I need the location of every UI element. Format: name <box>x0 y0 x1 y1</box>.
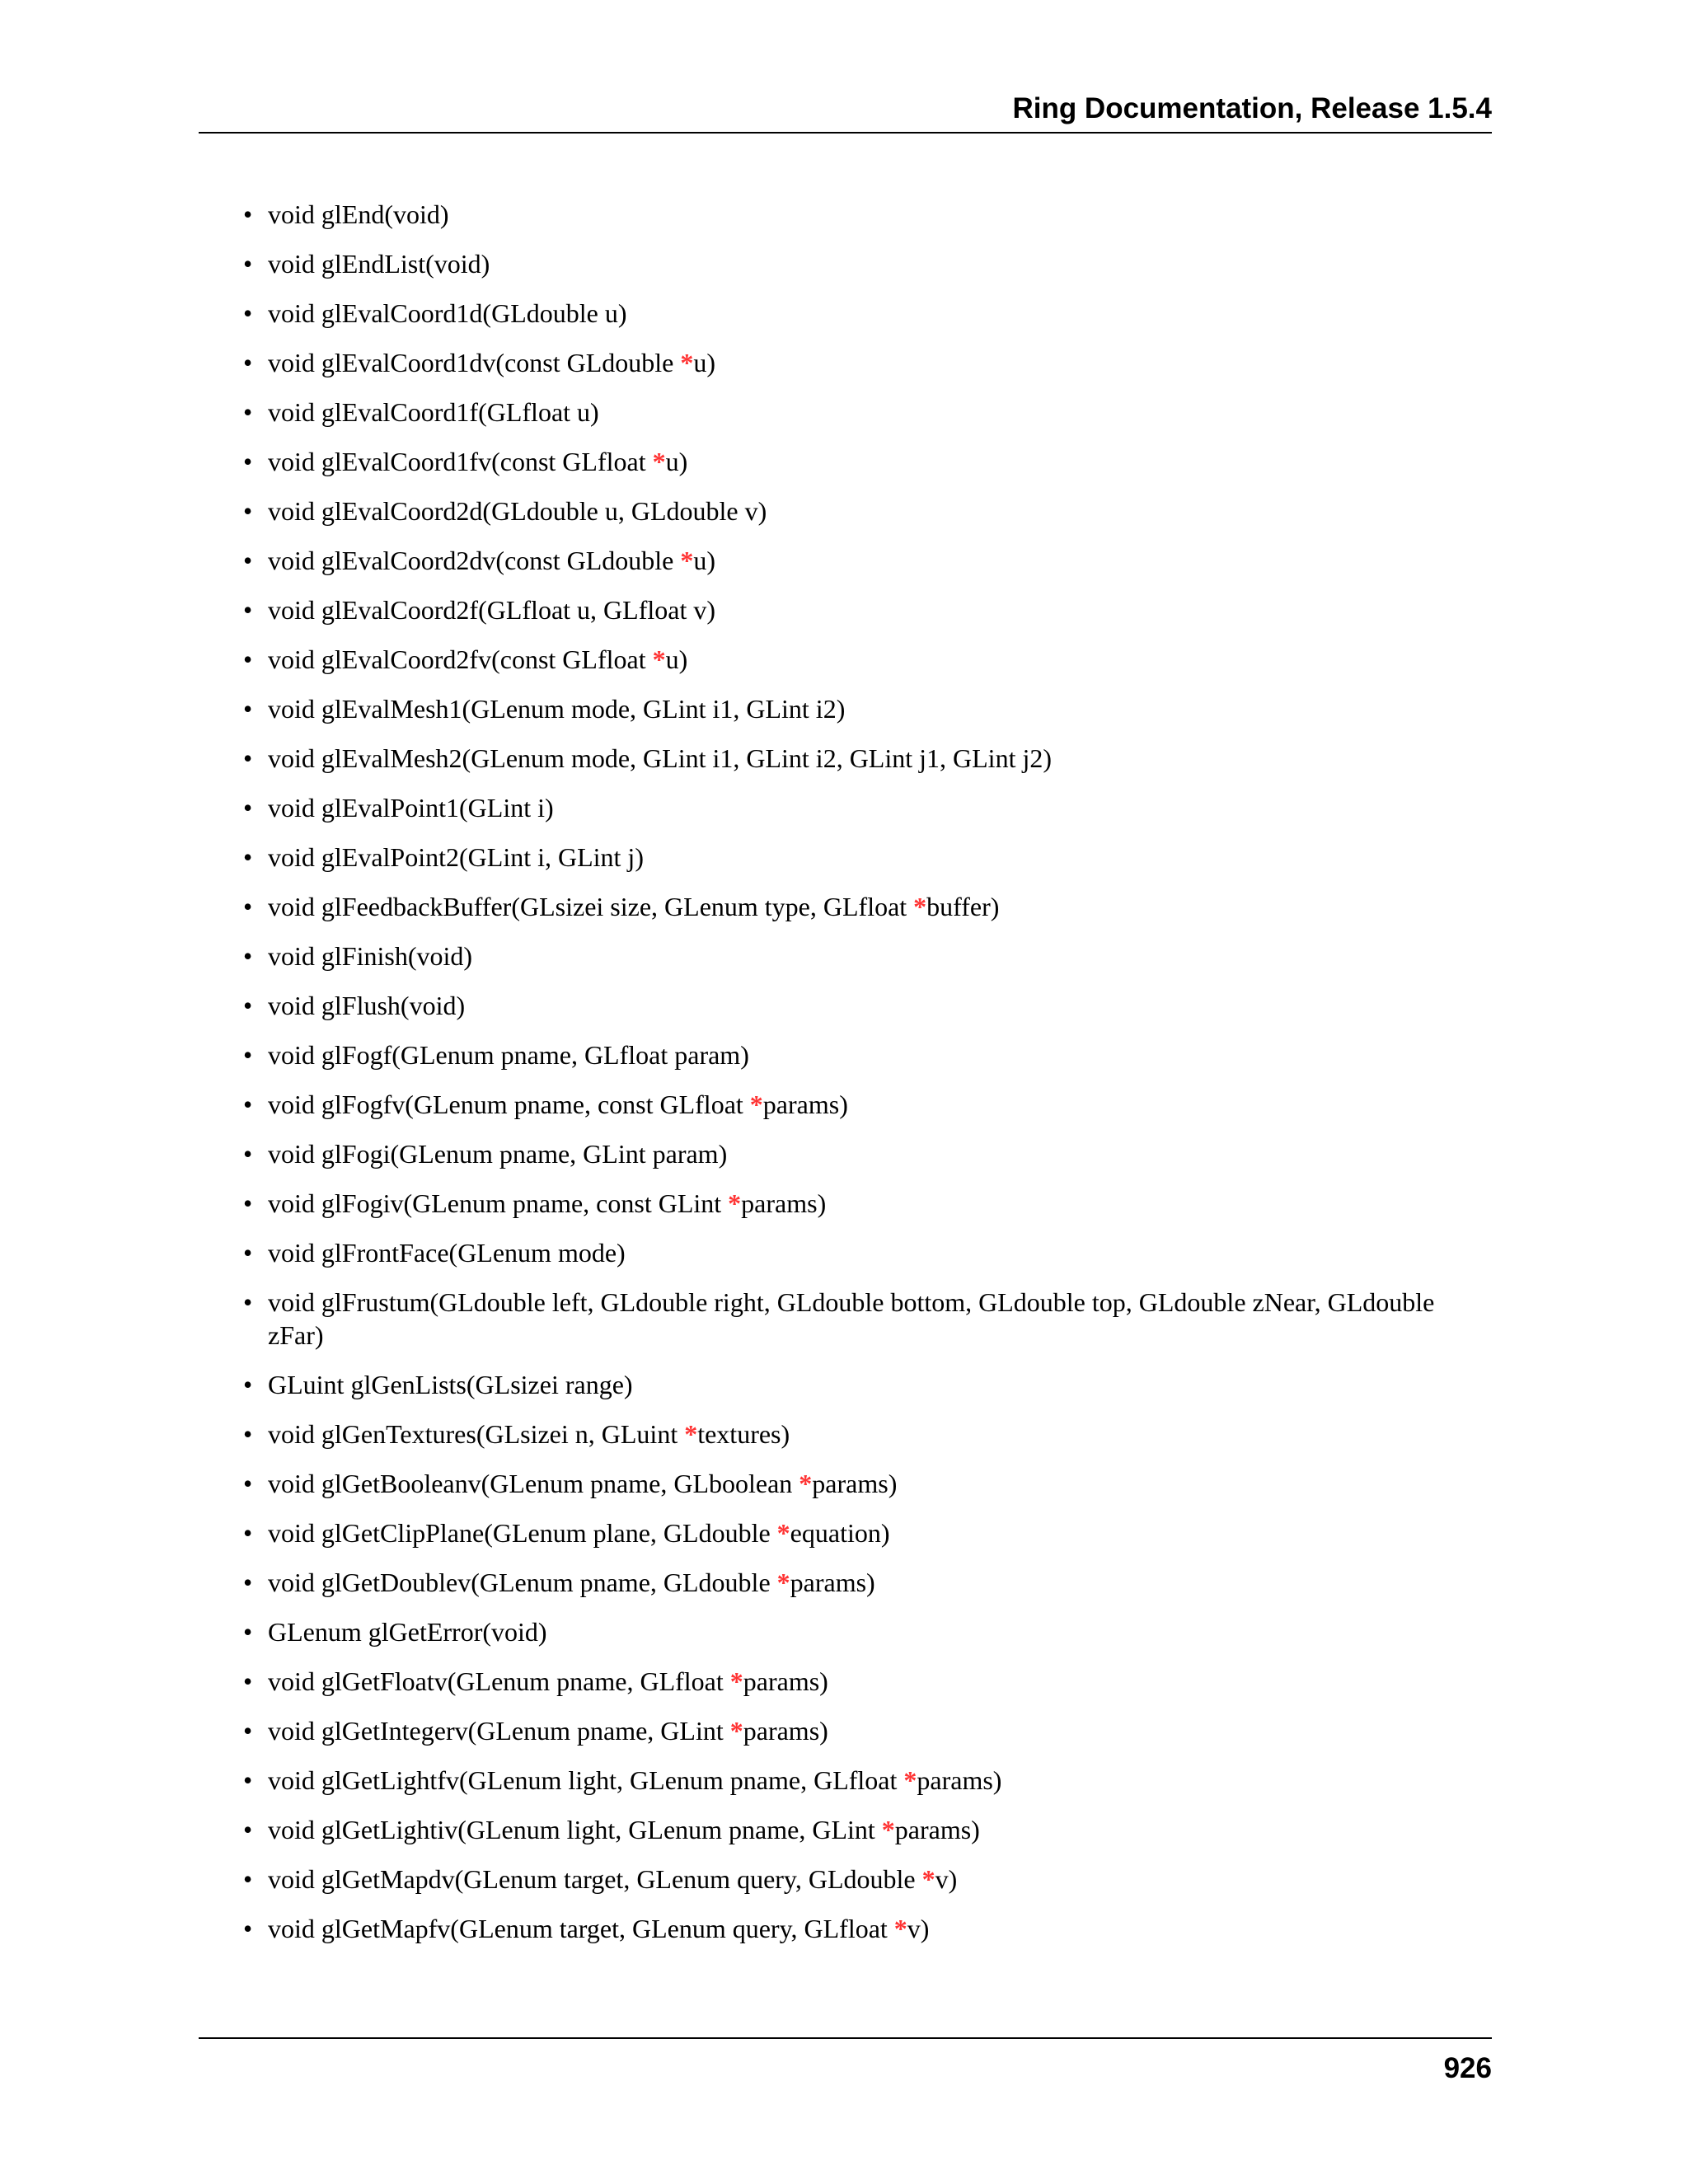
signature-text: u) <box>665 447 688 476</box>
function-signature-item <box>243 346 1492 379</box>
pointer-asterisk: * <box>921 1864 935 1894</box>
bullet-icon: • <box>243 1419 253 1449</box>
bullet-icon: • <box>243 546 253 575</box>
bullet-icon: • <box>243 447 253 476</box>
signature-text: void glEvalCoord2dv(const GLdouble <box>268 546 681 575</box>
bullet-icon: • <box>243 496 253 526</box>
bullet-icon: • <box>243 348 253 377</box>
bullet-icon: • <box>243 842 253 872</box>
signature-text: void glFogf(GLenum pname, GLfloat param) <box>268 1040 749 1070</box>
signature-text: void glEvalCoord1d(GLdouble u) <box>268 298 627 328</box>
function-signature-item <box>243 1764 1492 1797</box>
signature-text: void glFeedbackBuffer(GLsizei size, GLenum type, GLfloat <box>268 892 914 921</box>
function-signature-item <box>243 445 1492 478</box>
signature-text: params) <box>894 1815 980 1844</box>
bullet-icon: • <box>243 595 253 625</box>
function-signature-item <box>243 1137 1492 1170</box>
signature-text: void glEvalMesh2(GLenum mode, GLint i1, GLint i2, GLint j1, GLint j2) <box>268 743 1052 773</box>
bullet-icon: • <box>243 743 253 773</box>
function-signature-item <box>243 1863 1492 1896</box>
signature-text: void glFrontFace(GLenum mode) <box>268 1238 626 1268</box>
function-signature-item <box>243 1714 1492 1747</box>
signature-text: void glFrustum(GLdouble left, GLdouble right, GLdouble bottom, GLdouble top, GLdouble zNear, GLdouble zFar) <box>268 1287 1442 1350</box>
page-footer <box>199 2037 1492 2098</box>
bullet-icon: • <box>243 397 253 427</box>
function-signature-item <box>243 1665 1492 1698</box>
signature-text: void glGetLightiv(GLenum light, GLenum pname, GLint <box>268 1815 882 1844</box>
pointer-asterisk: * <box>680 546 694 575</box>
function-signature-item <box>243 544 1492 577</box>
bullet-icon: • <box>243 1815 253 1844</box>
signature-text: params) <box>762 1090 848 1119</box>
function-signature-item <box>243 1187 1492 1220</box>
bullet-icon: • <box>243 793 253 823</box>
page-number: 926 <box>1443 2052 1492 2084</box>
signature-text: void glGetBooleanv(GLenum pname, GLboolean <box>268 1469 799 1498</box>
signature-text: void glEvalMesh1(GLenum mode, GLint i1, GLint i2) <box>268 694 846 724</box>
pointer-asterisk: * <box>903 1765 917 1795</box>
signature-text: GLenum glGetError(void) <box>268 1617 547 1647</box>
bullet-icon: • <box>243 1568 253 1597</box>
function-signature-item <box>243 1286 1492 1352</box>
bullet-icon: • <box>243 199 253 229</box>
signature-text: void glEndList(void) <box>268 249 490 279</box>
signature-text: params) <box>743 1716 828 1746</box>
bullet-icon: • <box>243 298 253 328</box>
bullet-icon: • <box>243 1864 253 1894</box>
bullet-icon: • <box>243 644 253 674</box>
signature-text: void glFlush(void) <box>268 991 466 1020</box>
function-signature-item <box>243 1912 1492 1945</box>
signature-text: params) <box>812 1469 898 1498</box>
pointer-asterisk: * <box>680 348 694 377</box>
bullet-icon: • <box>243 941 253 971</box>
signature-text: void glGenTextures(GLsizei n, GLuint <box>268 1419 685 1449</box>
signature-text: params) <box>741 1188 827 1218</box>
bullet-icon: • <box>243 1188 253 1218</box>
function-signature-item <box>243 1236 1492 1269</box>
function-signature-item <box>243 1467 1492 1500</box>
signature-text: void glEvalPoint2(GLint i, GLint j) <box>268 842 644 872</box>
bullet-icon: • <box>243 1765 253 1795</box>
signature-text: void glGetIntegerv(GLenum pname, GLint <box>268 1716 730 1746</box>
signature-text: equation) <box>790 1518 890 1548</box>
signature-text: void glEvalCoord1f(GLfloat u) <box>268 397 599 427</box>
pointer-asterisk: * <box>776 1518 790 1548</box>
signature-text: void glGetClipPlane(GLenum plane, GLdouble <box>268 1518 777 1548</box>
bullet-icon: • <box>243 1370 253 1399</box>
pointer-asterisk: * <box>729 1666 743 1696</box>
signature-text: buffer) <box>926 892 1000 921</box>
function-signature-item <box>243 297 1492 330</box>
bullet-icon: • <box>243 1287 253 1317</box>
pointer-asterisk: * <box>728 1188 742 1218</box>
signature-text: v) <box>935 1864 958 1894</box>
bullet-icon: • <box>243 1666 253 1696</box>
signature-text: void glGetMapfv(GLenum target, GLenum query, GLfloat <box>268 1914 894 1943</box>
signature-text: textures) <box>697 1419 790 1449</box>
function-signature-item <box>243 890 1492 923</box>
function-signature-item <box>243 198 1492 231</box>
signature-text: void glGetLightfv(GLenum light, GLenum pname, GLfloat <box>268 1765 904 1795</box>
function-signature-item <box>243 593 1492 626</box>
function-signature-item <box>243 1088 1492 1121</box>
signature-text: params) <box>743 1666 828 1696</box>
signature-text: void glFinish(void) <box>268 941 473 971</box>
signature-text: void glGetMapdv(GLenum target, GLenum query, GLdouble <box>268 1864 922 1894</box>
function-signature-item <box>243 1566 1492 1599</box>
signature-text: v) <box>907 1914 930 1943</box>
function-signature-item <box>243 989 1492 1022</box>
pointer-asterisk: * <box>893 1914 907 1943</box>
signature-text: void glEvalCoord1dv(const GLdouble <box>268 348 681 377</box>
bullet-icon: • <box>243 1040 253 1070</box>
bullet-icon: • <box>243 1139 253 1169</box>
function-signature-item <box>243 1615 1492 1648</box>
bullet-icon: • <box>243 1617 253 1647</box>
bullet-icon: • <box>243 892 253 921</box>
pointer-asterisk: * <box>776 1568 790 1597</box>
function-signature-item <box>243 1516 1492 1549</box>
pointer-asterisk: * <box>652 447 666 476</box>
pointer-asterisk: * <box>652 644 666 674</box>
pointer-asterisk: * <box>749 1090 763 1119</box>
signature-text: void glFogfv(GLenum pname, const GLfloat <box>268 1090 750 1119</box>
page-header <box>199 91 1492 134</box>
bullet-icon: • <box>243 249 253 279</box>
bullet-icon: • <box>243 1518 253 1548</box>
bullet-icon: • <box>243 1914 253 1943</box>
signature-text: void glEvalCoord2d(GLdouble u, GLdouble v) <box>268 496 767 526</box>
function-signature-item <box>243 1418 1492 1451</box>
function-signature-item <box>243 247 1492 280</box>
signature-text: void glEvalPoint1(GLint i) <box>268 793 554 823</box>
bullet-icon: • <box>243 991 253 1020</box>
signature-text: u) <box>693 546 716 575</box>
signature-text: params) <box>790 1568 875 1597</box>
pointer-asterisk: * <box>729 1716 743 1746</box>
function-signature-item <box>243 1038 1492 1071</box>
signature-text: void glEvalCoord2f(GLfloat u, GLfloat v) <box>268 595 715 625</box>
signature-text: GLuint glGenLists(GLsizei range) <box>268 1370 633 1399</box>
function-signature-item <box>243 1368 1492 1401</box>
bullet-icon: • <box>243 1090 253 1119</box>
signature-text: void glFogi(GLenum pname, GLint param) <box>268 1139 728 1169</box>
pointer-asterisk: * <box>881 1815 895 1844</box>
function-signature-item <box>243 841 1492 874</box>
function-signature-item <box>243 940 1492 972</box>
document-title: Ring Documentation, Release 1.5.4 <box>1012 92 1492 124</box>
signature-text: u) <box>665 644 688 674</box>
signature-text: u) <box>693 348 716 377</box>
function-list <box>243 198 1492 1961</box>
bullet-icon: • <box>243 694 253 724</box>
function-signature-item <box>243 692 1492 725</box>
bullet-icon: • <box>243 1469 253 1498</box>
signature-text: void glGetFloatv(GLenum pname, GLfloat <box>268 1666 730 1696</box>
signature-text: void glGetDoublev(GLenum pname, GLdouble <box>268 1568 777 1597</box>
pointer-asterisk: * <box>913 892 927 921</box>
pointer-asterisk: * <box>684 1419 698 1449</box>
signature-text: params) <box>917 1765 1002 1795</box>
bullet-icon: • <box>243 1716 253 1746</box>
function-signature-item <box>243 643 1492 676</box>
function-signature-item <box>243 494 1492 527</box>
function-signature-item <box>243 791 1492 824</box>
function-signature-item <box>243 396 1492 429</box>
pointer-asterisk: * <box>799 1469 813 1498</box>
bullet-icon: • <box>243 1238 253 1268</box>
signature-text: void glEvalCoord1fv(const GLfloat <box>268 447 653 476</box>
function-signature-item <box>243 1813 1492 1846</box>
signature-text: void glEvalCoord2fv(const GLfloat <box>268 644 653 674</box>
function-signature-item <box>243 742 1492 775</box>
signature-text: void glFogiv(GLenum pname, const GLint <box>268 1188 729 1218</box>
signature-text: void glEnd(void) <box>268 199 449 229</box>
